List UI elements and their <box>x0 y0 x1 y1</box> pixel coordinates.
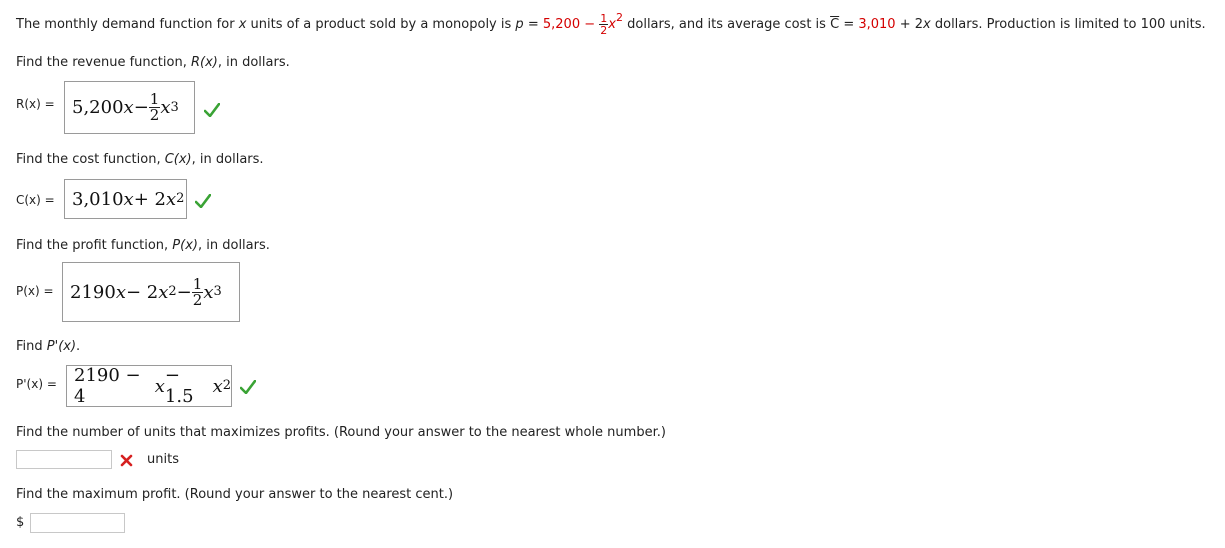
max-profit-prompt: Find the maximum profit. (Round your answer to the nearest cent.) <box>16 487 454 502</box>
check-icon <box>195 194 211 208</box>
cost-prompt: Find the cost function, C(x), in dollars. <box>16 152 264 167</box>
profit-answer-box[interactable]: 2190 x − 2 x 2 − $\frac{1}{2}$ x 3 <box>62 262 240 322</box>
units-prompt: Find the number of units that maximizes profits. (Round your answer to the nearest whole number.) <box>16 425 666 440</box>
cost-answer-box[interactable]: 3,010 x + 2 x 2 <box>64 179 187 219</box>
derivative-answer-box[interactable]: 2190 − 4 x − 1.5 x 2 <box>66 365 232 407</box>
profit-prompt: Find the profit function, P(x), in dollars. <box>16 238 270 253</box>
profit-label: P(x) = <box>16 284 54 298</box>
cost-label: C(x) = <box>16 193 55 207</box>
revenue-answer-box[interactable]: 5,200 x − $\frac{1}{2}$ x 3 <box>64 81 195 134</box>
check-icon <box>204 103 220 117</box>
question-text: The monthly demand function for x units of a product sold by a monopoly is p = 5,200 − $\frac{1}{2}$ $x^2$ dollars, and its average cost is $\overline{C} = 3,010 + 2x$ dollars. Production is limited to 100 units. <box>16 11 1206 37</box>
currency-symbol: $ <box>16 515 25 530</box>
units-input[interactable] <box>16 450 112 469</box>
avg-cost-symbol: $\overline{C}$ <box>830 17 840 32</box>
demand-function: 5,200 − $\frac{1}{2}$ $x^2$ <box>542 11 623 37</box>
derivative-prompt: Find P'(x). <box>16 339 81 354</box>
average-cost: 3,010 <box>858 17 896 32</box>
revenue-prompt: Find the revenue function, R(x), in dollars. <box>16 55 290 70</box>
max-profit-input[interactable] <box>30 513 125 533</box>
revenue-label: R(x) = <box>16 97 55 111</box>
derivative-label: P'(x) = <box>16 377 57 391</box>
check-icon <box>240 380 256 394</box>
cross-icon <box>120 454 133 467</box>
units-label: units <box>147 452 179 467</box>
